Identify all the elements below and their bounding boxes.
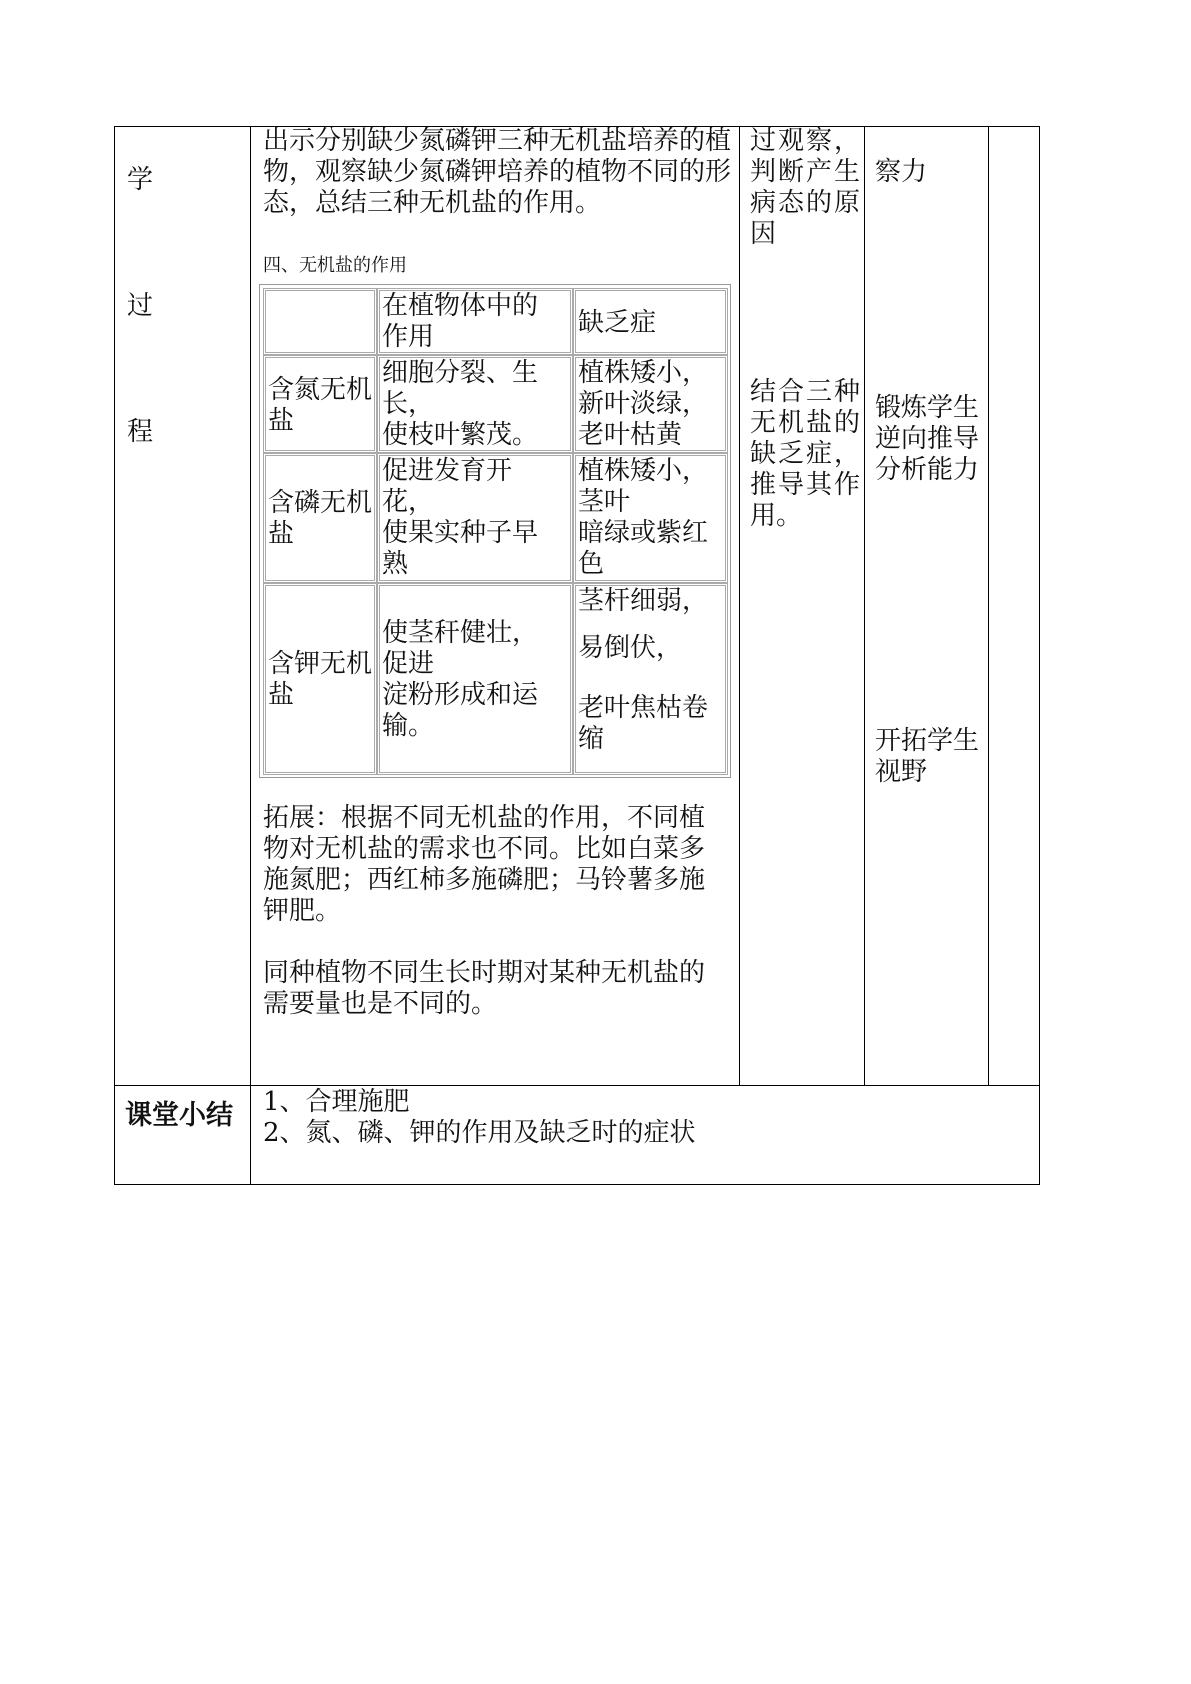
- table-row-phosphorus-symptom: 植株矮小，茎叶 暗绿或紫红色: [573, 453, 728, 583]
- col-divider-4: [988, 126, 989, 1086]
- design-intent-1: 察力: [875, 157, 928, 187]
- table-row-nitrogen-symptom: 植株矮小， 新叶淡绿， 老叶枯黄: [573, 355, 728, 453]
- intro-text: 出示分别缺少氮磷钾三种无机盐培养的植物，观察缺少氮磷钾培养的植物不同的形态，总结三种无机盐的作用。: [263, 126, 732, 218]
- summary-item-2: 2、氮、磷、钾的作用及缺乏时的症状: [263, 1118, 696, 1148]
- extension-paragraph-2: 同种植物不同生长时期对某种无机盐的需要量也是不同的。: [263, 958, 706, 1019]
- table-row-nitrogen-function: 细胞分裂、生长， 使枝叶繁茂。: [377, 355, 573, 453]
- left-label-char-2: 过: [127, 291, 154, 321]
- design-intent-2: 锻炼学生逆向推导分析能力: [875, 393, 980, 485]
- table-border-bottom: [114, 1184, 1040, 1185]
- col-divider-2: [739, 126, 740, 1086]
- left-label-char-3: 程: [127, 417, 154, 447]
- student-activity-2: 结合三种无机盐的缺乏症，推导其作用。: [750, 377, 860, 531]
- subheading: 四、无机盐的作用: [263, 255, 407, 276]
- table-border-left: [114, 126, 115, 1185]
- col-divider-3: [864, 126, 865, 1086]
- table-row-potassium-name: 含钾无机盐: [263, 583, 377, 775]
- extension-paragraph-1: 拓展：根据不同无机盐的作用，不同植物对无机盐的需求也不同。比如白菜多施氮肥；西红柿多施磷肥；马铃薯多施钾肥。: [263, 803, 706, 926]
- table-border-right: [1039, 126, 1040, 1185]
- table-row-phosphorus-name: 含磷无机盐: [263, 453, 377, 583]
- student-activity-1: 过观察，判断产生病态的原因: [750, 126, 860, 249]
- summary-title: 课堂小结: [125, 1100, 233, 1131]
- inorganic-salt-table: [259, 284, 731, 778]
- left-label-char-1: 学: [127, 165, 154, 195]
- summary-item-1: 1、合理施肥: [263, 1087, 410, 1117]
- table-header-function: 在植物体中的作用: [377, 288, 573, 355]
- col-divider-1: [250, 126, 251, 1185]
- table-row-potassium-function: 使茎秆健壮，促进 淀粉形成和运输。: [377, 583, 573, 775]
- table-row-phosphorus-function: 促进发育开花， 使果实种子早熟: [377, 453, 573, 583]
- table-row-nitrogen-name: 含氮无机盐: [263, 355, 377, 453]
- table-row-potassium-symptom: 茎杆细弱， 易倒伏， 老叶焦枯卷缩: [573, 583, 728, 775]
- design-intent-3: 开拓学生视野: [875, 726, 980, 787]
- table-header-symptom: 缺乏症: [573, 288, 728, 355]
- row-divider: [114, 1085, 1040, 1086]
- table-header-empty: [263, 288, 377, 355]
